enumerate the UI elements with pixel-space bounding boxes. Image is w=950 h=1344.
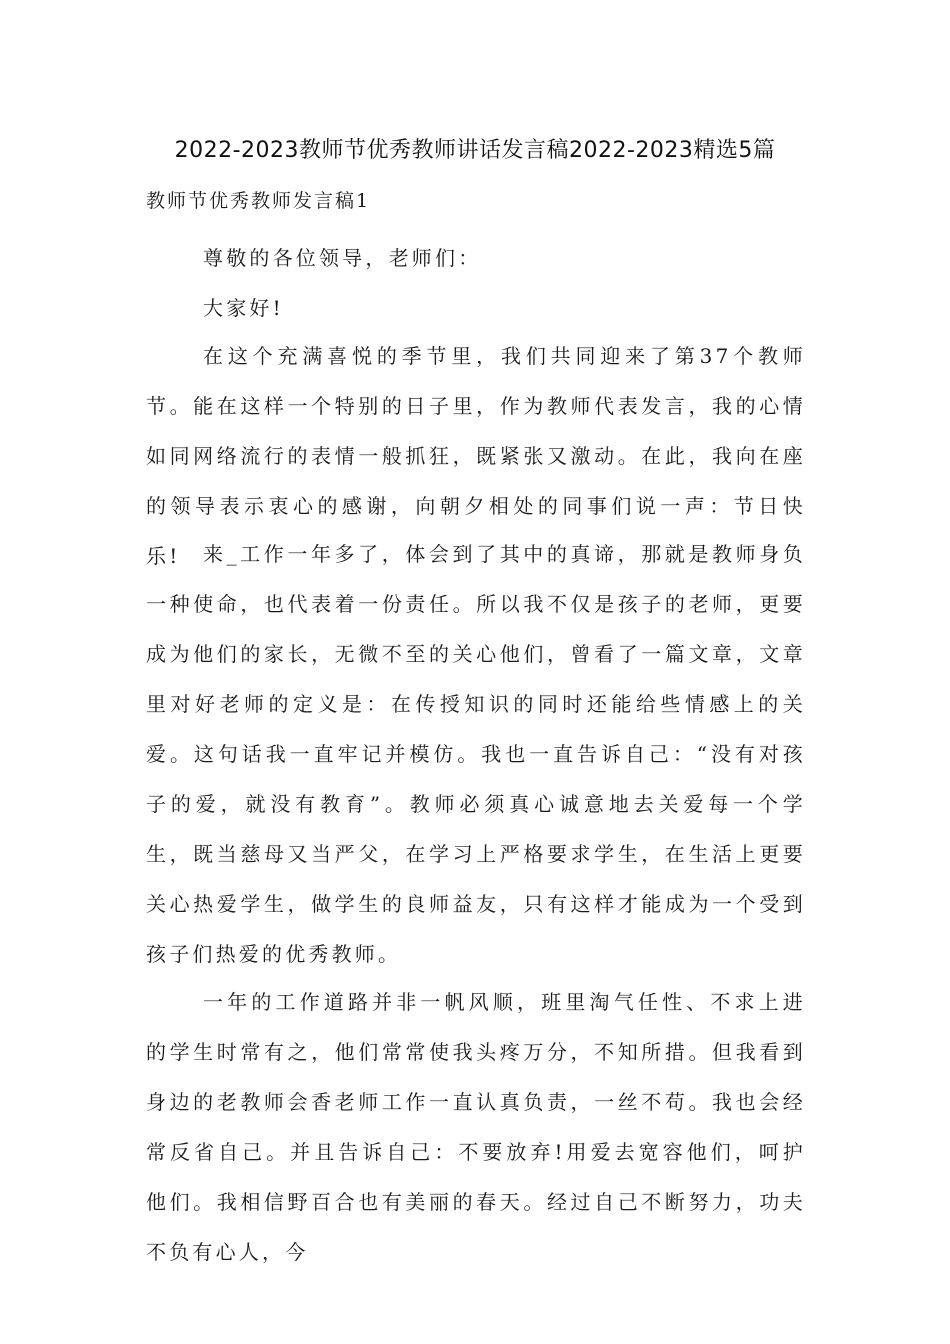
body-paragraph: 来_工作一年多了，体会到了其中的真谛，那就是教师身负一种使命，也代表着一份责任。所以我不仅是孩子的老师，更要成为他们的家长，无微不至的关心他们，曾看了一篇文章，文章里对好老师的定义是：在传授知识的同时还能给些情感上的关爱。这句话我一直牢记并模仿。我也一直告诉自己：“没有对孩子的爱，就没有教育”。教师必须真心诚意地去关爱每一个学生，既当慈母又当严父，在学习上严格要求学生，在生活上更要关心热爱学生，做学生的良师益友，只有这样才能成为一个受到孩子们热爱的优秀教师。 xyxy=(146,542,806,966)
document-subtitle: 教师节优秀教师发言稿1 xyxy=(146,190,371,212)
greeting-paragraph: 大家好! xyxy=(203,296,284,320)
body-paragraph: 在这个充满喜悦的季节里，我们共同迎来了第37个教师节。能在这样一个特别的日子里，作为教师代表发言，我的心情如同网络流行的表情一般抓狂，既紧张又激动。在此，我向在座的领导表示衷心的感谢，向朝夕相处的同事们说一声：节日快乐! xyxy=(146,344,806,568)
document-title: 2022-2023教师节优秀教师讲话发言稿2022-2023精选5篇 xyxy=(174,138,776,163)
salutation-paragraph: 尊敬的各位领导，老师们： xyxy=(203,246,482,270)
body-paragraph: 一年的工作道路并非一帆风顺，班里淘气任性、不求上进的学生时常有之，他们常常使我头疼万分，不知所措。但我看到身边的老教师会香老师工作一直认真负责，一丝不苟。我也会经常反省自己。并且告诉自己：不要放弃!用爱去宽容他们，呵护他们。我相信野百合也有美丽的春天。经过自己不断努力，功夫不负有心人，今 xyxy=(146,990,806,1264)
